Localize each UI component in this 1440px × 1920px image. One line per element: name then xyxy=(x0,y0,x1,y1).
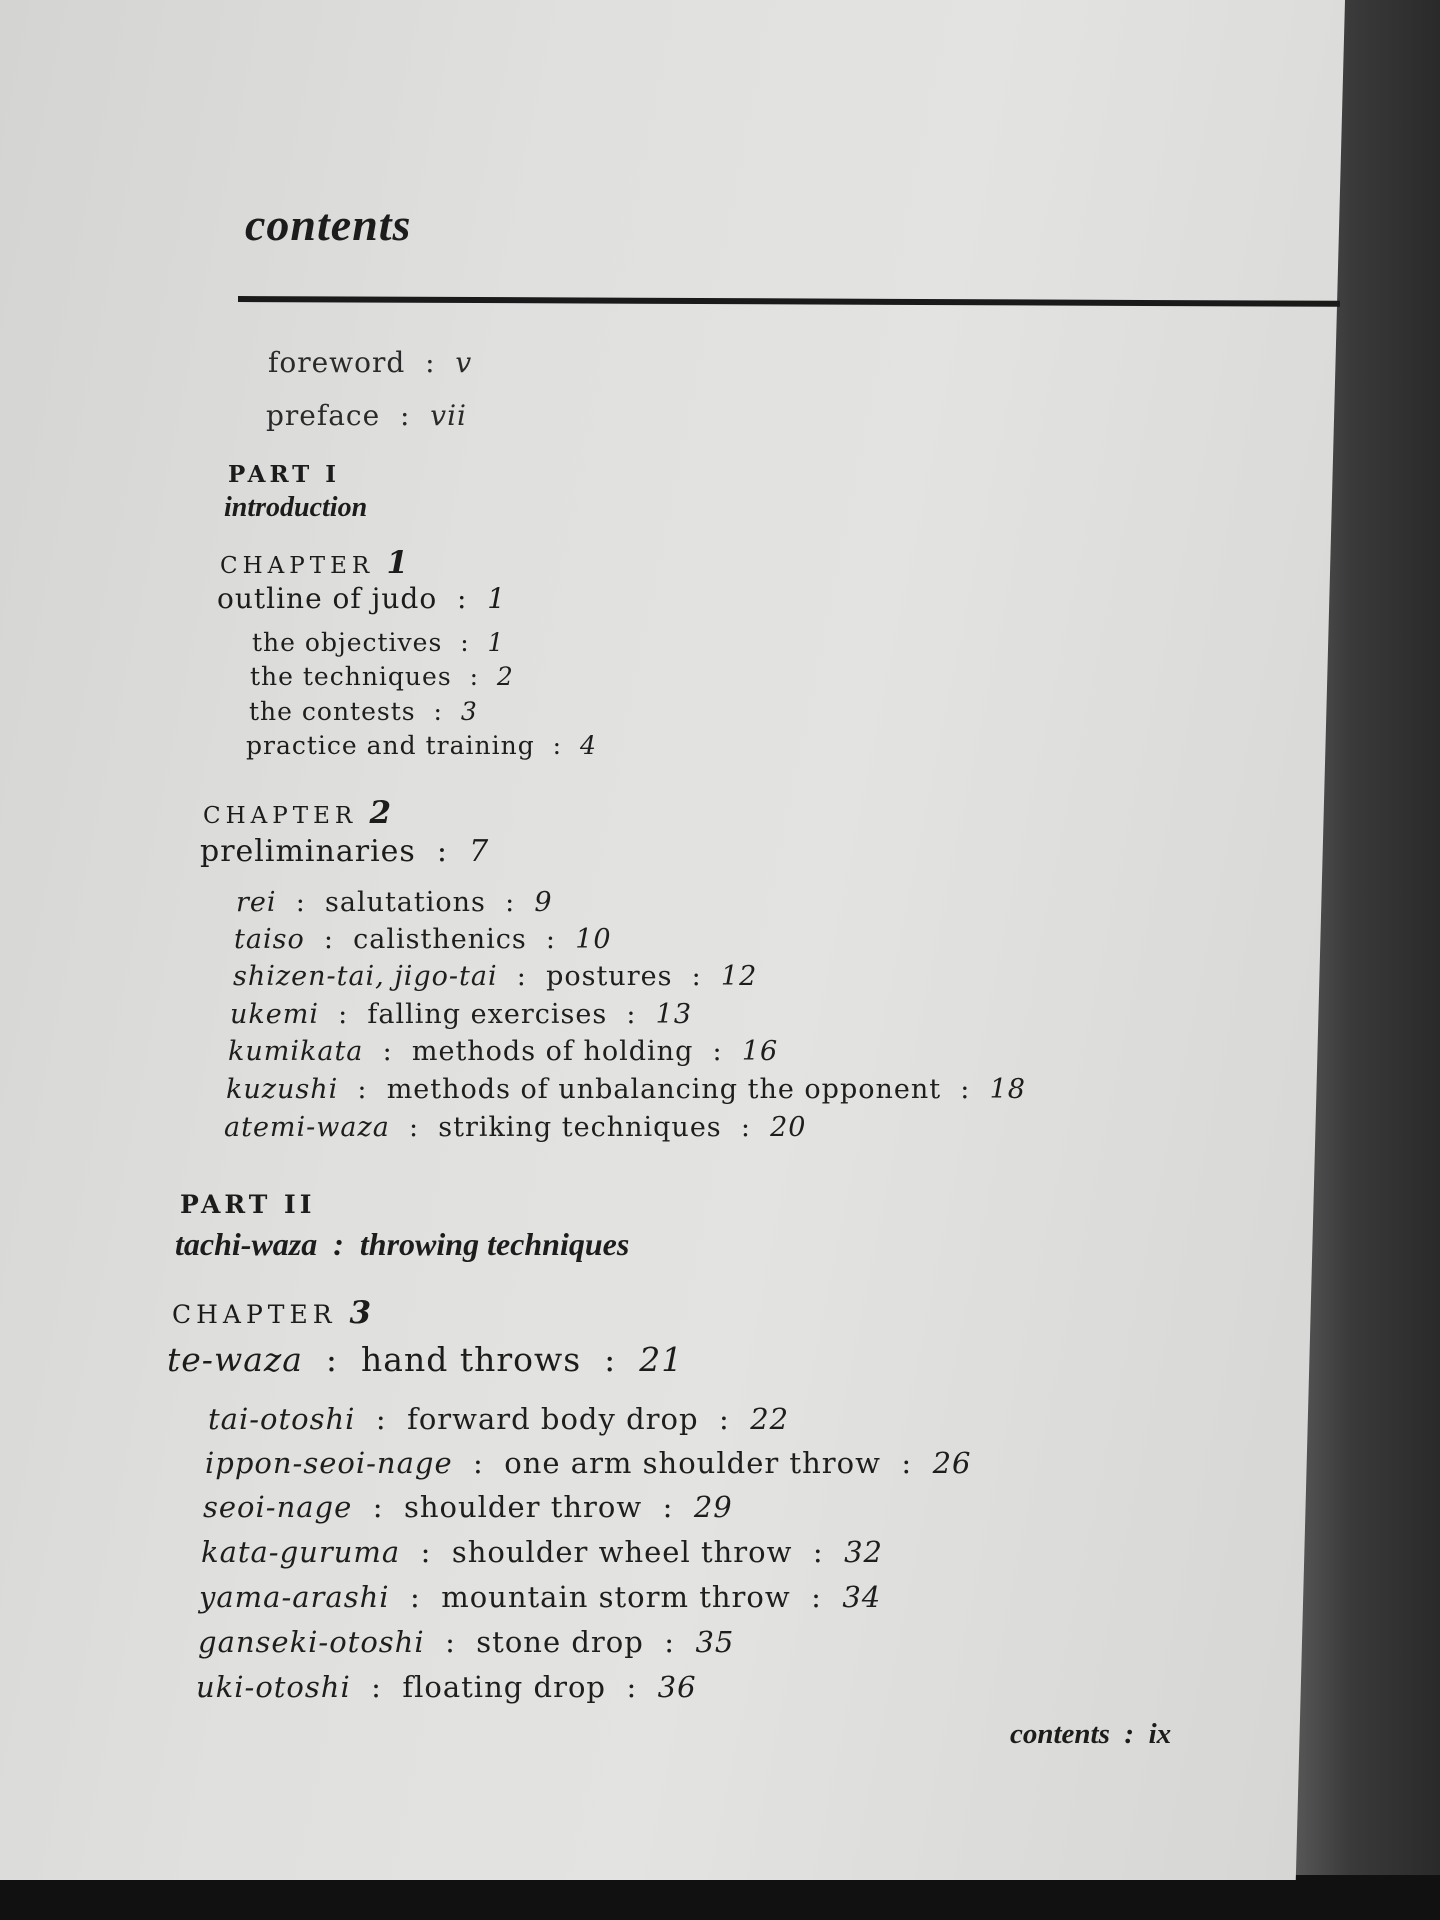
toc-entry: atemi-waza : striking techniques : 20 xyxy=(224,1112,807,1143)
toc-entry: the contests : 3 xyxy=(249,697,478,726)
toc-entry: ippon-seoi-nage : one arm shoulder throw : 26 xyxy=(205,1446,972,1480)
part-1-title: introduction xyxy=(224,492,368,523)
toc-entry: yama-arashi : mountain storm throw : 34 xyxy=(199,1580,882,1614)
title-rule xyxy=(238,296,1340,307)
toc-entry: uki-otoshi : floating drop : 36 xyxy=(196,1670,697,1704)
page-footer: contents : ix xyxy=(1010,1718,1172,1750)
chapter-3-label: CHAPTER 3 xyxy=(172,1295,372,1331)
part-2-title: tachi-waza : throwing techniques xyxy=(175,1226,630,1262)
toc-entry: seoi-nage : shoulder throw : 29 xyxy=(203,1490,733,1524)
toc-entry: the techniques : 2 xyxy=(250,662,514,691)
toc-entry: the objectives : 1 xyxy=(252,628,505,657)
toc-entry: ganseki-otoshi : stone drop : 35 xyxy=(198,1625,735,1659)
toc-entry: kuzushi : methods of unbalancing the opponent : 18 xyxy=(226,1074,1026,1105)
toc-preface: preface : vii xyxy=(266,399,467,432)
page-title: contents xyxy=(245,199,412,250)
chapter-2-label: CHAPTER 2 xyxy=(203,795,392,831)
toc-entry: shizen-tai, jigo-tai : postures : 12 xyxy=(233,961,758,992)
toc-entry: practice and training : 4 xyxy=(246,731,597,760)
toc-entry: kata-guruma : shoulder wheel throw : 32 xyxy=(201,1535,883,1569)
chapter-1-title: outline of judo : 1 xyxy=(217,582,507,615)
chapter-3-title: te-waza : hand throws : 21 xyxy=(167,1340,684,1379)
chapter-1-label: CHAPTER 1 xyxy=(220,545,409,581)
toc-entry: tai-otoshi : forward body drop : 22 xyxy=(208,1402,790,1436)
part-2-label: PART II xyxy=(180,1190,316,1219)
toc-foreword: foreword : v xyxy=(268,346,473,379)
toc-entry: rei : salutations : 9 xyxy=(236,887,553,918)
toc-entry: ukemi : falling exercises : 13 xyxy=(230,999,693,1030)
toc-entry: taiso : calisthenics : 10 xyxy=(234,924,612,955)
chapter-2-title: preliminaries : 7 xyxy=(200,834,490,869)
part-1-label: PART I xyxy=(228,461,341,488)
toc-entry: kumikata : methods of holding : 16 xyxy=(228,1036,779,1067)
